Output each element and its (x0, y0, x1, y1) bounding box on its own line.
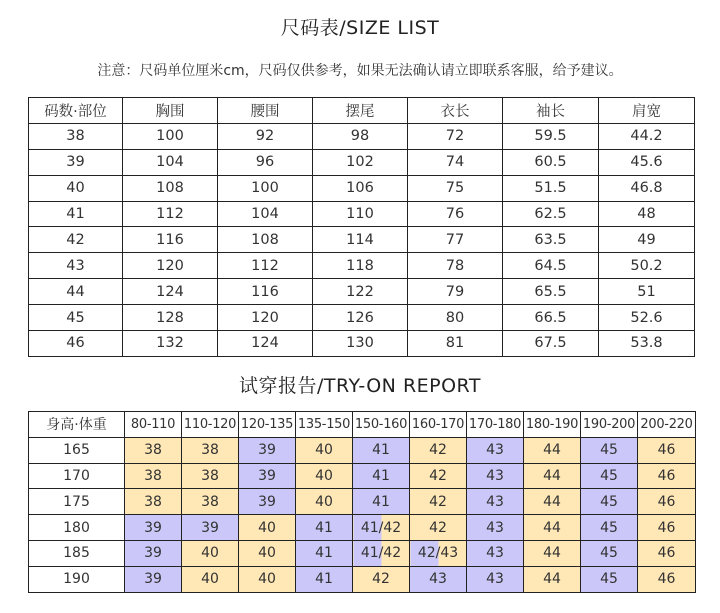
tryon-row (29, 463, 696, 489)
size-cell: 116 (218, 279, 313, 305)
size-cell: 77 (408, 227, 503, 253)
tryon-size-cell: 39 (182, 515, 239, 541)
tryon-size-cell: 39 (239, 437, 296, 463)
tryon-table (28, 411, 696, 593)
size-cell: 120 (218, 305, 313, 331)
size-cell: 40 (29, 175, 123, 201)
tryon-size-cell: 41/42 (353, 540, 410, 566)
height-label: 170 (29, 463, 125, 489)
tryon-size-cell: 44 (524, 489, 581, 515)
tryon-size-cell: 43 (410, 566, 467, 592)
size-table-row (29, 279, 695, 305)
tryon-size-cell: 41 (296, 540, 353, 566)
tryon-size-cell: 44 (524, 437, 581, 463)
weight-range-header: 160-170 (410, 412, 467, 438)
size-cell: 116 (123, 227, 218, 253)
tryon-size-cell: 40 (296, 489, 353, 515)
tryon-size-cell: 45 (581, 566, 638, 592)
height-label: 175 (29, 489, 125, 515)
height-label: 190 (29, 566, 125, 592)
size-cell: 76 (408, 201, 503, 227)
size-cell: 63.5 (503, 227, 599, 253)
tryon-size-cell: 42 (410, 515, 467, 541)
tryon-size-cell: 38 (182, 489, 239, 515)
tryon-size-cell: 39 (125, 515, 182, 541)
tryon-size-cell: 45 (581, 463, 638, 489)
size-cell: 80 (408, 305, 503, 331)
tryon-size-cell: 44 (524, 566, 581, 592)
tryon-size-cell: 45 (581, 540, 638, 566)
size-cell: 51 (599, 279, 695, 305)
size-cell: 59.5 (503, 123, 599, 149)
tryon-size-cell: 38 (125, 437, 182, 463)
tryon-size-cell: 43 (467, 515, 524, 541)
tryon-size-cell: 41 (353, 437, 410, 463)
size-cell: 52.6 (599, 305, 695, 331)
size-cell: 100 (123, 123, 218, 149)
weight-range-header: 110-120 (182, 412, 239, 438)
tryon-size-cell: 42 (410, 489, 467, 515)
tryon-size-cell: 39 (125, 566, 182, 592)
size-cell: 110 (313, 201, 408, 227)
tryon-size-cell: 40 (239, 515, 296, 541)
tryon-size-cell: 41 (353, 463, 410, 489)
weight-range-header: 120-135 (239, 412, 296, 438)
tryon-size-cell: 42 (410, 463, 467, 489)
tryon-size-cell: 40 (296, 437, 353, 463)
tryon-report-title: 试穿报告/TRY-ON REPORT (239, 375, 481, 397)
size-cell: 100 (218, 175, 313, 201)
size-cell: 43 (29, 253, 123, 279)
tryon-size-cell: 44 (524, 540, 581, 566)
tryon-size-cell: 46 (638, 489, 696, 515)
size-cell: 72 (408, 123, 503, 149)
tryon-size-cell: 38 (125, 489, 182, 515)
size-cell: 51.5 (503, 175, 599, 201)
size-cell: 102 (313, 149, 408, 175)
tryon-size-cell: 39 (239, 463, 296, 489)
size-cell: 92 (218, 123, 313, 149)
size-cell: 78 (408, 253, 503, 279)
tryon-size-cell: 40 (182, 566, 239, 592)
size-cell: 130 (313, 331, 408, 357)
tryon-size-cell: 41 (353, 489, 410, 515)
size-cell: 39 (29, 149, 123, 175)
tryon-size-cell: 42 (353, 566, 410, 592)
size-cell: 53.8 (599, 331, 695, 357)
tryon-size-cell: 46 (638, 566, 696, 592)
size-table (28, 97, 695, 357)
tryon-header-row (29, 412, 696, 438)
weight-range-header: 190-200 (581, 412, 638, 438)
tryon-size-cell: 40 (239, 566, 296, 592)
size-table-header-row (29, 98, 695, 124)
size-table-row (29, 253, 695, 279)
size-table-row (29, 227, 695, 253)
size-cell: 41 (29, 201, 123, 227)
size-cell: 122 (313, 279, 408, 305)
tryon-size-cell: 40 (296, 463, 353, 489)
tryon-size-cell: 44 (524, 463, 581, 489)
tryon-size-cell: 43 (467, 540, 524, 566)
size-cell: 44 (29, 279, 123, 305)
size-cell: 128 (123, 305, 218, 331)
size-cell: 79 (408, 279, 503, 305)
size-table-row (29, 175, 695, 201)
weight-range-header: 180-190 (524, 412, 581, 438)
tryon-size-cell: 40 (239, 540, 296, 566)
tryon-size-cell: 46 (638, 540, 696, 566)
size-cell: 108 (218, 227, 313, 253)
tryon-row (29, 515, 696, 541)
size-cell: 81 (408, 331, 503, 357)
size-cell: 49 (599, 227, 695, 253)
size-cell: 112 (218, 253, 313, 279)
size-cell: 104 (218, 201, 313, 227)
size-cell: 106 (313, 175, 408, 201)
tryon-row (29, 540, 696, 566)
tryon-size-cell: 38 (125, 463, 182, 489)
weight-range-header: 135-150 (296, 412, 353, 438)
size-cell: 74 (408, 149, 503, 175)
tryon-size-cell: 43 (467, 566, 524, 592)
height-label: 180 (29, 515, 125, 541)
tryon-size-cell: 46 (638, 463, 696, 489)
height-label: 165 (29, 437, 125, 463)
size-cell: 38 (29, 123, 123, 149)
size-cell: 126 (313, 305, 408, 331)
size-table-row (29, 305, 695, 331)
size-cell: 50.2 (599, 253, 695, 279)
tryon-size-cell: 41/42 (353, 515, 410, 541)
size-cell: 46.8 (599, 175, 695, 201)
size-cell: 118 (313, 253, 408, 279)
tryon-size-cell: 42 (410, 437, 467, 463)
tryon-size-cell: 44 (524, 515, 581, 541)
size-header-cell: 码数·部位 (29, 98, 123, 124)
size-cell: 46 (29, 331, 123, 357)
size-cell: 64.5 (503, 253, 599, 279)
weight-range-header: 80-110 (125, 412, 182, 438)
tryon-size-cell: 43 (467, 489, 524, 515)
size-cell: 132 (123, 331, 218, 357)
tryon-size-cell: 40 (182, 540, 239, 566)
size-table-row (29, 331, 695, 357)
tryon-row (29, 566, 696, 592)
size-cell: 112 (123, 201, 218, 227)
size-cell: 114 (313, 227, 408, 253)
tryon-size-cell: 46 (638, 515, 696, 541)
size-cell: 66.5 (503, 305, 599, 331)
size-list-title: 尺码表/SIZE LIST (280, 17, 440, 39)
size-cell: 44.2 (599, 123, 695, 149)
weight-range-header: 170-180 (467, 412, 524, 438)
tryon-size-cell: 39 (239, 489, 296, 515)
size-cell: 96 (218, 149, 313, 175)
size-table-row (29, 149, 695, 175)
weight-range-header: 200-220 (638, 412, 696, 438)
size-cell: 120 (123, 253, 218, 279)
size-note: 注意：尺码单位厘米cm，尺码仅供参考，如果无法确认请立即联系客服，给予建议。 (97, 63, 623, 79)
tryon-size-cell: 45 (581, 515, 638, 541)
size-cell: 45.6 (599, 149, 695, 175)
tryon-row (29, 437, 696, 463)
tryon-size-cell: 41 (296, 566, 353, 592)
tryon-size-cell: 46 (638, 437, 696, 463)
tryon-size-cell: 43 (467, 463, 524, 489)
size-cell: 124 (218, 331, 313, 357)
size-header-cell: 袖长 (503, 98, 599, 124)
tryon-size-cell: 38 (182, 437, 239, 463)
size-cell: 42 (29, 227, 123, 253)
tryon-size-cell: 45 (581, 489, 638, 515)
size-cell: 45 (29, 305, 123, 331)
tryon-size-cell: 42/43 (410, 540, 467, 566)
weight-range-header: 150-160 (353, 412, 410, 438)
tryon-size-cell: 41 (296, 515, 353, 541)
size-cell: 60.5 (503, 149, 599, 175)
size-cell: 98 (313, 123, 408, 149)
size-cell: 48 (599, 201, 695, 227)
size-cell: 62.5 (503, 201, 599, 227)
size-cell: 124 (123, 279, 218, 305)
tryon-corner-label: 身高·体重 (29, 412, 125, 438)
size-cell: 104 (123, 149, 218, 175)
size-header-cell: 摆尾 (313, 98, 408, 124)
tryon-row (29, 489, 696, 515)
tryon-size-cell: 39 (125, 540, 182, 566)
size-cell: 67.5 (503, 331, 599, 357)
size-cell: 108 (123, 175, 218, 201)
size-header-cell: 胸围 (123, 98, 218, 124)
size-cell: 65.5 (503, 279, 599, 305)
tryon-size-cell: 38 (182, 463, 239, 489)
size-cell: 75 (408, 175, 503, 201)
size-table-row (29, 201, 695, 227)
size-header-cell: 衣长 (408, 98, 503, 124)
tryon-size-cell: 45 (581, 437, 638, 463)
size-header-cell: 肩宽 (599, 98, 695, 124)
tryon-size-cell: 43 (467, 437, 524, 463)
size-header-cell: 腰围 (218, 98, 313, 124)
size-table-row (29, 123, 695, 149)
height-label: 185 (29, 540, 125, 566)
